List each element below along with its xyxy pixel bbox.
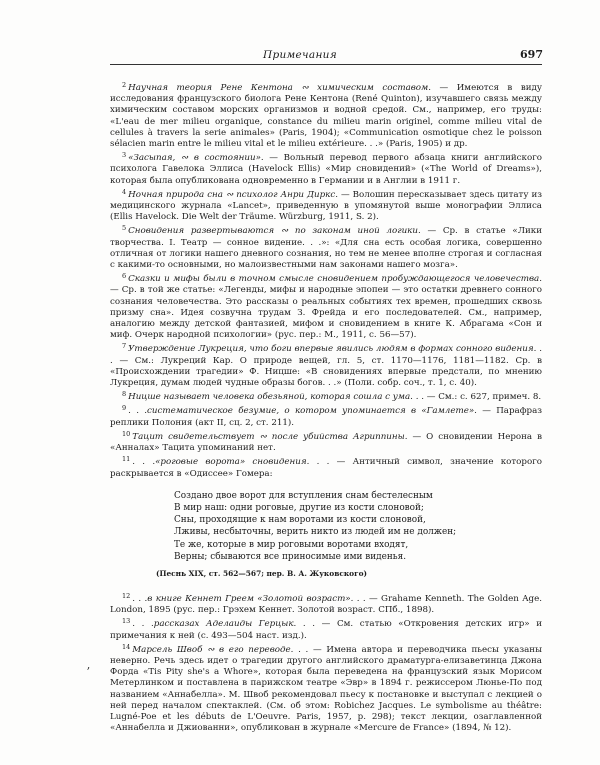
note-lemma: . . .«роговые ворота» сновидения. . . [132,457,330,468]
note-text: — Вольный перевод первого абзаца книги английского психолога Гавелока Эллиса (Havelock Ellis) «Мир сновидений» («The World of Dreams»), которая была опубликована одновременно в Германии и в Англии в 1911 г. [110,153,542,186]
note-text: — Парафраз реплики Полония (акт II, сц. 2, ст. 211). [110,406,542,428]
note-lemma: Тацит свидетельствует ∾ после убийства Агриппины. [132,431,408,442]
note-11: $^{11}$ . . .«роговые ворота» сновидения. . . — Античный символ, значение которого раскрывается в «Одиссее» Гомера: [110,455,542,479]
page-number: 697 [520,48,543,61]
header-rule [110,64,542,65]
note-lemma: Сновидения развертываются ∾ по законам иной логики. [128,226,421,237]
poem-source: (Песнь XIX, ст. 562—567; пер. В. А. Жуковского) [156,568,368,578]
note-lemma: Ницше называет человека обезьяной, которая сошла с ума. . . [128,392,424,403]
note-9: $^9$ . . .систематическое безумие, о котором упоминается в «Гамлете». — Парафраз реплики Полония (акт II, сц. 2, ст. 211). [110,404,542,428]
poem-line: Те же, которые в мир роговыми воротами входят, [174,539,409,550]
note-lemma: . . .рассказах Аделаиды Герцык. . . [132,619,316,630]
note-text: — Античный символ, значение которого раскрывается в «Одиссее» Гомера: [110,457,542,479]
note-3: $^3$ «Засыпая, ∾ в состоянии». — Вольный перевод первого абзаца книги английского психолога Гавелока Эллиса (Havelock Ellis) «Мир сновидений» («The World of Dreams»), которая была опубликована одновременно в Германии и в Англии в 1911 г. [110,151,542,186]
note-7: $^7$ Утверждение Лукреция, что боги впервые явились людям в формах сонного видения. . . — См.: Лукреций Кар. О природе вещей, гл. 5, ст. 1170—1176, 1181—1182. Ср. в «Происхождении трагедии» Ф. Ницше: «В сновидениях впервые предстали, по мнению Лукреция, думам людей чудные образы богов. . .» (Поли. собр. соч., т. 1, с. 40). [110,342,542,389]
note-8: $^8$ Ницше называет человека обезьяной, которая сошла с ума. . . — См.: с. 627, примеч. 8. [122,390,542,403]
note-4: $^4$ Ночная природа сна ∾ психолог Анри Диркс. — Волошин пересказывает здесь цитату из медицинского журнала «Lancet», приведенную в упомянутой выше монографии Эллиса (Ellis Havelock. Die Welt der Träume. Würzburg, 1911, S. 2). [110,187,542,223]
note-text: — Имена автора и переводчика пьесы указаны неверно. Речь здесь идет о трагедии другого английского драматурга-елизаветинца Джона Форда «Tis Pity she's a Whore», которая была переведена на французский язык Морисом Метерлинком и поставлена в парижском театре «Эвр» в 1894 г. режиссером Люнье-По под названием «Аннабелла». М. Швоб рекомендовал пьесу к постановке и выступал с лекцией о ней перед началом спектаклей. (См. об этом: Robichez Jacques. Le symbolisme au théâtre: Lugné-Poe et les débuts de L'Oeuvre. Paris, 1957, p. 298); текст лекции, озаглавленной «Аннабелла и Джиованни», опубликован в журнале «Mercure de France» (1894, № 12). [110,644,542,734]
note-text: — Ср. в той же статье: «Легенды, мифы и народные эпопеи — это остатки древнего сонного сознания человечества. Это рассказы о реальных событиях тех времен, прошедших сквозь призму сна». Идея созвучна трудам З. Фрейда и его последователей. См., например, аналогию между детской фантазией, мифом и сновидением в книге К. Абрагама «Сон и миф. Очерк народной психологии» (рус. пер.: М., 1911, с. 56—57). [110,285,542,341]
note-12: $^{12}$ . . .в книге Кеннет Греем «Золотой возраст». . . — Grahame Kenneth. The Golden Age. London, 1895 (рус. пер.: Грэхем Кеннет. Золотой возраст. СПб., 1898). [110,591,542,616]
note-lemma: Марсель Швоб ∾ в его переводе. . . [132,644,309,655]
note-lemma: «Засыпая, ∾ в состоянии». [128,153,264,164]
notes-body [110,80,542,734]
note-lemma: Утверждение Лукреция, что боги впервые явились людям в формах сонного видения. . . [110,344,542,366]
margin-pencil-mark: ʼ [86,665,90,679]
note-lemma: . . .систематическое безумие, о котором упоминается в «Гамлете». [128,406,477,417]
poem-line: Верны; сбываются все приносимые ими виденья. [174,551,407,562]
poem-line: Лживы, несбыточны, верить никто из людей им не должен; [174,527,457,538]
note-text: — См.: с. 627, примеч. 8. [424,392,542,403]
note-text: — Волошин пересказывает здесь цитату из медицинского журнала «Lancet», приведенную в упомянутой выше монографии Эллиса (Ellis Havelock. Die Welt der Träume. Würzburg, 1911, S. 2). [110,189,542,223]
note-lemma: . . .в книге Кеннет Греем «Золотой возраст». . . [132,593,366,604]
running-header-title: Примечания [263,49,337,61]
note-text: — Ср. в статье «Лики творчества. I. Театр — сонное видение. . .»: «Для сна есть особая логика, совершенно отличная от логики нашего дневного сознания, но тем не менее вполне строгая и согласная с какими-то основными, но малоизвестными нам законами нашего мозга». [110,226,542,271]
note-lemma: Научная теория Рене Кентона ∾ химическим составом. [128,83,432,93]
note-text: — О сновидении Нерона в «Анналах» Тацита упоминаний нет. [110,431,542,454]
note-10: $^{10}$ Тацит свидетельствует ∾ после убийства Агриппины. — О сновидении Нерона в «Анналах» Тацита упоминаний нет. [110,429,542,454]
note-6: $^6$ Сказки и мифы были в точном смысле сновидением пробуждающегося человечества. — Ср. в той же статье: «Легенды, мифы и народные эпопеи — это остатки древнего сонного сознания человечества. Это рассказы о реальных событиях тех времен, прошедших сквозь призму сна». Идея созвучна трудам З. Фрейда и его последователей. См., например, аналогию между детской фантазией, мифом и сновидением в книге К. Абрагама «Сон и миф. Очерк народной психологии» (рус. пер.: М., 1911, с. 56—57). [110,272,542,341]
note-13: $^{13}$ . . .рассказах Аделаиды Герцык. . . — См. статью «Откровения детских игр» и примечания к ней (с. 493—504 наст. изд.). [110,617,542,641]
note-14: $^{14}$ Марсель Швоб ∾ в его переводе. . . — Имена автора и переводчика пьесы указаны неверно. Речь здесь идет о трагедии другого английского драматурга-елизаветинца Джона Форда «Tis Pity she's a Whore», которая была переведена на французский язык Морисом Метерлинком и поставлена в парижском театре «Эвр» в 1894 г. режиссером Люнье-По под названием «Аннабелла». М. Швоб рекомендовал пьесу к постановке и выступал с лекцией о ней перед началом спектаклей. (См. об этом: Robichez Jacques. Le symbolisme au théâtre: Lugné-Poe et les débuts de L'Oeuvre. Paris, 1957, p. 298); текст лекции, озаглавленной «Аннабелла и Джиованни», опубликован в журнале «Mercure de France» (1894, № 12). [110,642,542,734]
poem-quote [174,490,542,563]
note-text: — См. статью «Откровения детских игр» и примечания к ней (с. 493—504 наст. изд.). [110,619,542,641]
note-5: $^5$ Сновидения развертываются ∾ по законам иной логики. — Ср. в статье «Лики творчества. I. Театр — сонное видение. . .»: «Для сна есть особая логика, совершенно отличная от логики нашего дневного сознания, но тем не менее вполне строгая и согласная с какими-то основными, но малоизвестными нам законами нашего мозга». [110,224,542,271]
poem-line: В мир наш: одни роговые, другие из кости слоновой; [174,502,424,513]
note-text: — Grahame Kenneth. The Golden Age. London, 1895 (рус. пер.: Грэхем Кеннет. Золотой возраст. СПб., 1898). [110,593,542,616]
poem-line: Создано двое ворот для вступления снам бестелесным [174,490,433,501]
note-2: $^2$ Научная теория Рене Кентона ∾ химическим составом. — Имеются в виду исследования французского биолога Рене Кентона (René Quinton), изучавшего связь между химическим составом морских организмов и водной средой. См., например, его труды: «L'eau de mer milieu organique, constance du milieu marin originel, comme milieu vital de cellules à travers la serie animales» (Paris, 1904); «Communication osmotique chez le poisson sélacien marin entre le milieu vital et le milieu extérieure. . .» (Paris, 1905) и др. [110,81,542,150]
note-lemma: Ночная природа сна ∾ психолог Анри Диркс. [128,189,338,200]
note-lemma: Сказки и мифы были в точном смысле сновидением пробуждающегося человечества. [128,274,542,285]
poem-line: Сны, проходящие к нам воротами из кости слоновой, [174,515,426,526]
note-text: — Имеются в виду исследования французского биолога Рене Кентона (René Quinton), изучавшего связь между химическим составом морских организмов и водной средой. См., например, его труды: «L'eau de mer milieu organique, constance du milieu marin originel, comme milieu vital de cellules à travers la serie animales» (Paris, 1904); «Communication osmotique chez le poisson sélacien marin entre le milieu vital et le milieu extérieure. . .» (Paris, 1905) и др. [110,83,542,150]
note-text: — См.: Лукреций Кар. О природе вещей, гл. 5, ст. 1170—1176, 1181—1182. Ср. в «Происхождении трагедии» Ф. Ницше: «В сновидениях впервые предстали, по мнению Лукреция, думам людей чудные образы богов. . .» (Поли. собр. соч., т. 1, с. 40). [110,355,542,389]
